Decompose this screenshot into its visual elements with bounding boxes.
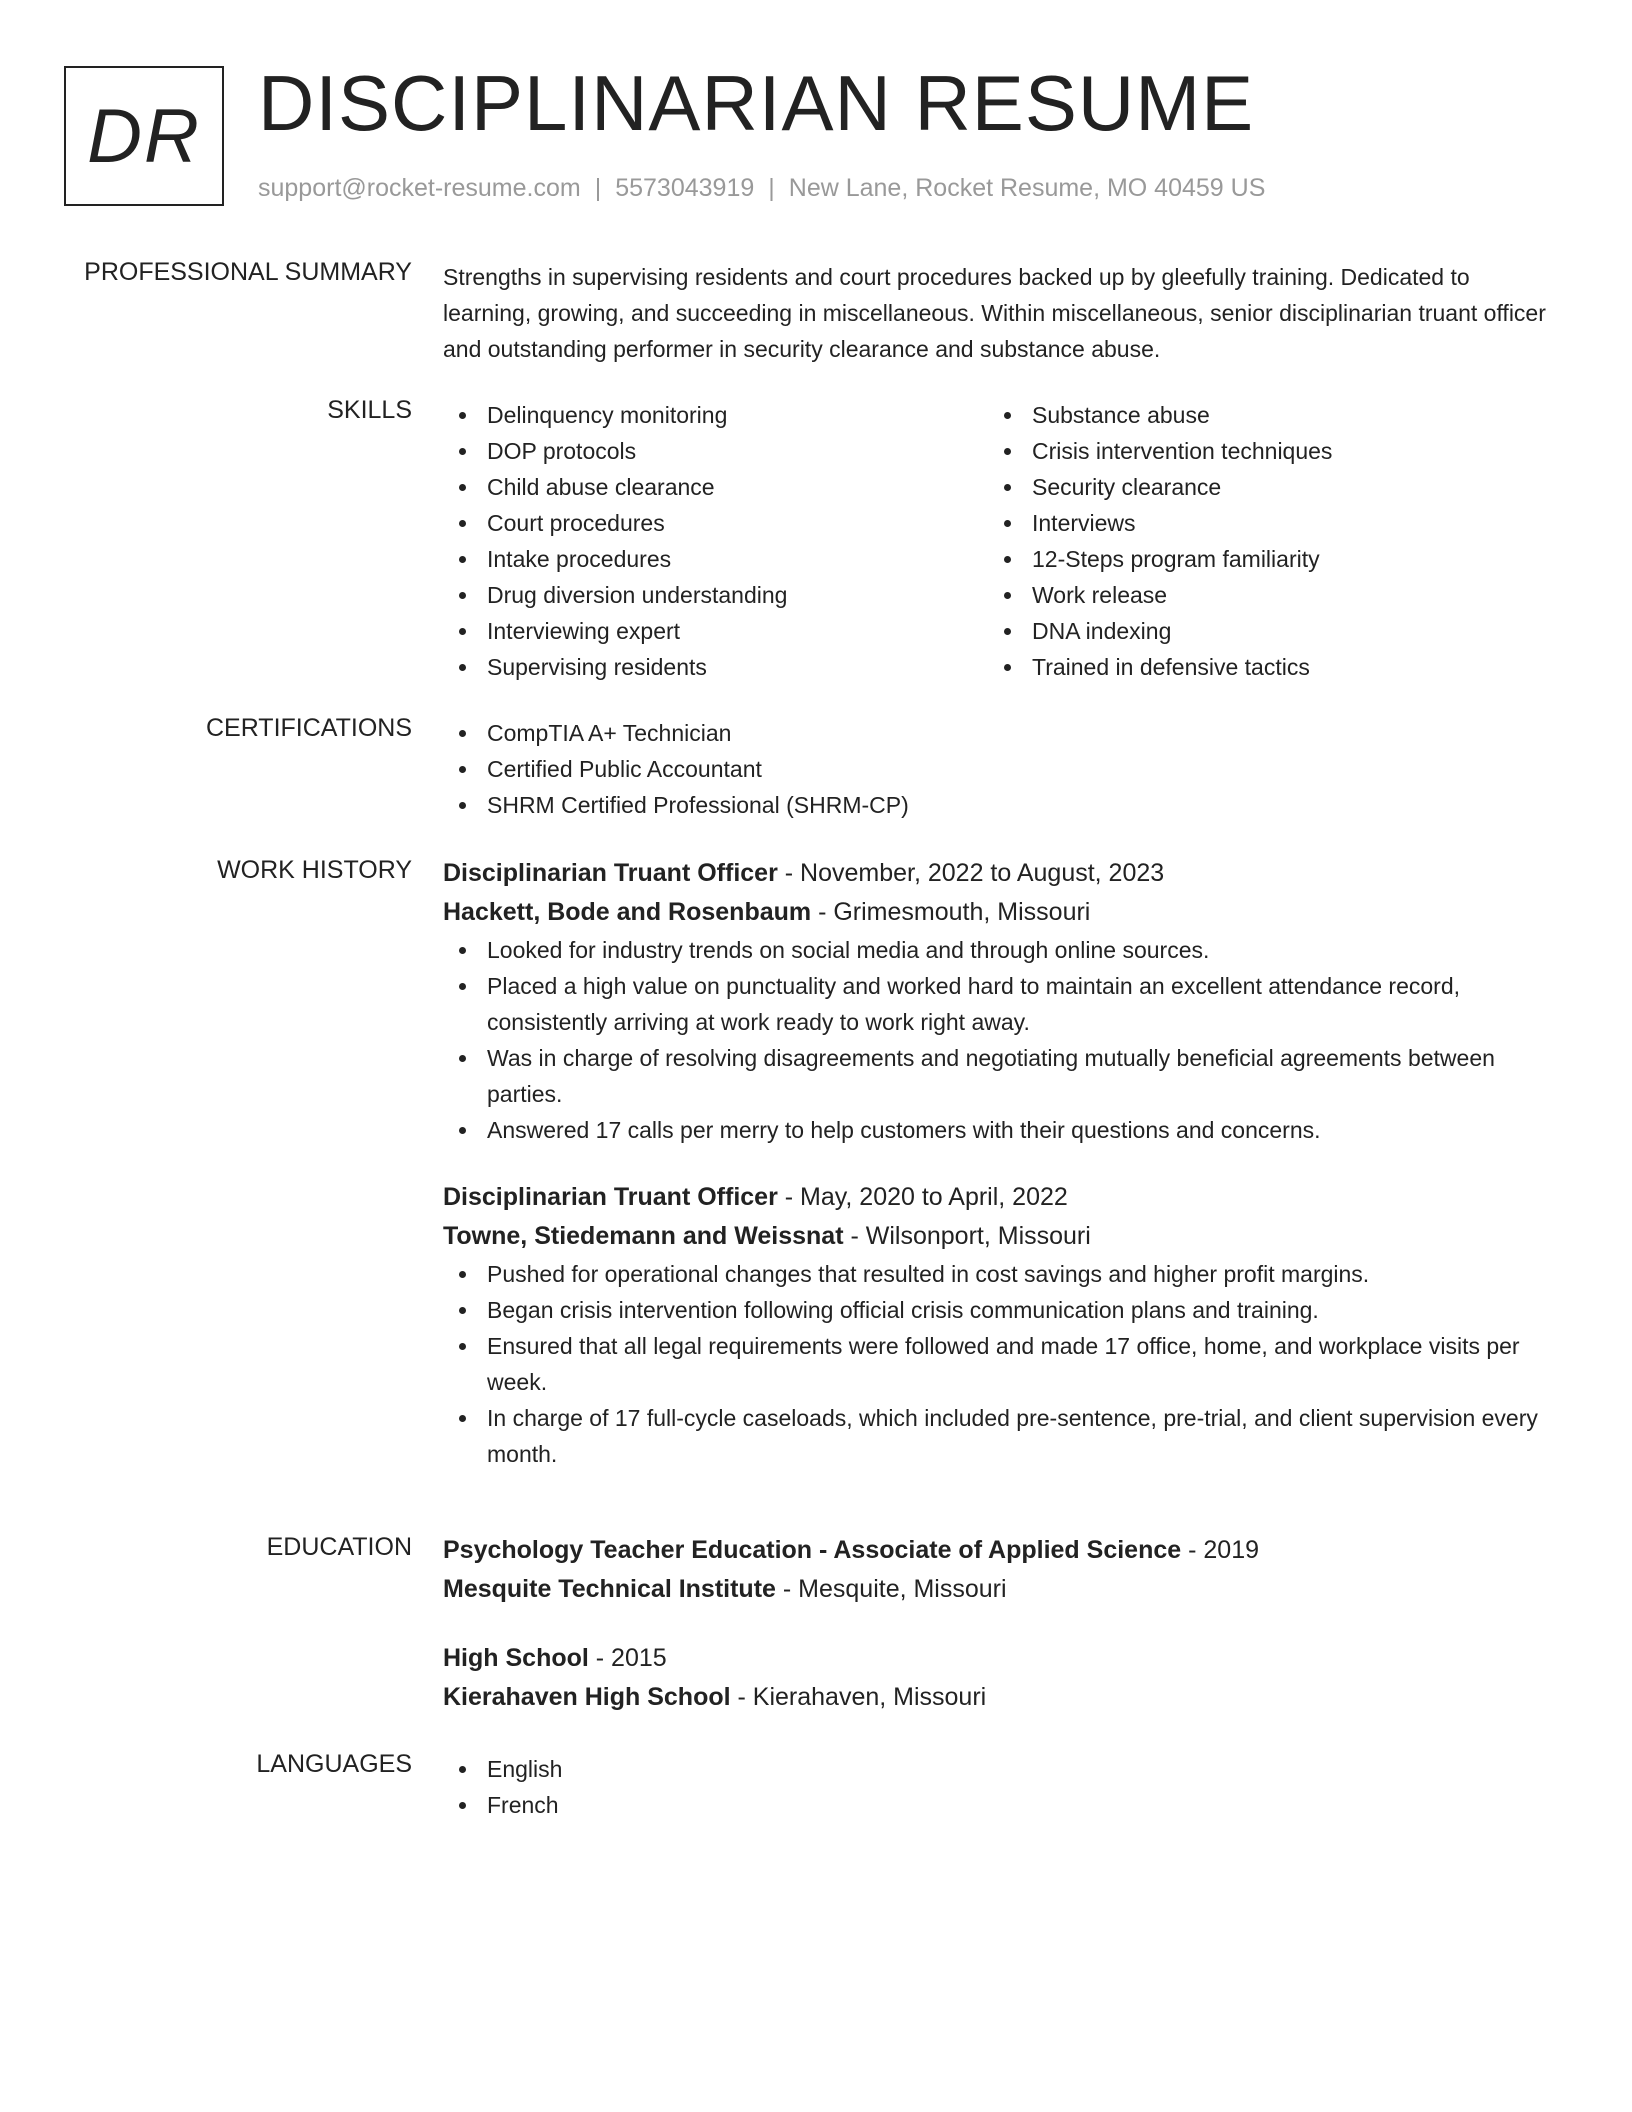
languages-body <box>443 1751 1563 1823</box>
skill-item: Drug diversion understanding <box>443 577 988 613</box>
language-item: French <box>443 1787 1563 1823</box>
certification-item: CompTIA A+ Technician <box>443 715 1563 751</box>
skills-list-right <box>988 397 1533 685</box>
certification-item: SHRM Certified Professional (SHRM-CP) <box>443 787 1563 823</box>
job-bullet: Looked for industry trends on social media and through online sources. <box>443 932 1563 968</box>
skills-columns <box>443 397 1563 685</box>
education-school-line <box>443 1678 1563 1717</box>
certifications-body <box>443 715 1563 823</box>
education-degree: High School <box>443 1644 589 1672</box>
certifications-list <box>443 715 1563 823</box>
job-bullets <box>443 1256 1563 1472</box>
education-body <box>443 1531 1563 1717</box>
job-title: Disciplinarian Truant Officer <box>443 859 778 887</box>
education-degree: Psychology Teacher Education - Associate of Applied Science <box>443 1536 1182 1564</box>
language-item: English <box>443 1751 1563 1787</box>
education-location: - Kierahaven, Missouri <box>730 1683 987 1711</box>
education-degree-line <box>443 1531 1563 1570</box>
skills-list-left <box>443 397 988 685</box>
job-bullet: Placed a high value on punctuality and worked hard to maintain an excellent attendance record, consistently arriving at work ready to work right away. <box>443 968 1563 1040</box>
resume-title: DISCIPLINARIAN RESUME <box>258 59 1255 147</box>
job-bullets <box>443 932 1563 1148</box>
education-entry <box>443 1639 1563 1717</box>
job-title-line <box>443 1178 1563 1217</box>
certification-item: Certified Public Accountant <box>443 751 1563 787</box>
contact-phone: 5573043919 <box>615 174 755 202</box>
education-entry <box>443 1531 1563 1609</box>
job-entry <box>443 854 1563 1148</box>
monogram-box <box>64 66 224 206</box>
skill-item: Supervising residents <box>443 649 988 685</box>
education-school: Kierahaven High School <box>443 1683 731 1711</box>
job-title: Disciplinarian Truant Officer <box>443 1183 778 1211</box>
section-label-summary: PROFESSIONAL SUMMARY <box>84 258 412 286</box>
job-bullet: Began crisis intervention following official crisis communication plans and training. <box>443 1292 1563 1328</box>
job-entry <box>443 1178 1563 1472</box>
job-location: - Grimesmouth, Missouri <box>811 898 1091 926</box>
skill-item: Interviews <box>988 505 1533 541</box>
skill-item: Delinquency monitoring <box>443 397 988 433</box>
section-label-certifications: CERTIFICATIONS <box>205 714 412 742</box>
job-title-line <box>443 854 1563 893</box>
education-degree-line <box>443 1639 1563 1678</box>
skill-item: Crisis intervention techniques <box>988 433 1533 469</box>
job-company: Hackett, Bode and Rosenbaum <box>443 898 812 926</box>
skill-item: 12-Steps program familiarity <box>988 541 1533 577</box>
contact-separator: | <box>594 174 602 202</box>
job-bullet: Was in charge of resolving disagreements and negotiating mutually beneficial agreements between parties. <box>443 1040 1563 1112</box>
education-location: - Mesquite, Missouri <box>775 1575 1007 1603</box>
skill-item: DOP protocols <box>443 433 988 469</box>
job-bullet: Ensured that all legal requirements were followed and made 17 office, home, and workplace visits per week. <box>443 1328 1563 1400</box>
contact-line <box>258 174 1265 203</box>
summary-text: Strengths in supervising residents and court procedures backed up by gleefully training. Dedicated to learning, growing, and succeeding in miscellaneous. Within miscellaneous, senior disciplinarian truant officer and outstanding performer in security clearance and substance abuse. <box>443 264 1546 362</box>
job-bullet: Pushed for operational changes that resulted in cost savings and higher profit margins. <box>443 1256 1563 1292</box>
summary-body <box>443 259 1563 367</box>
languages-list <box>443 1751 1563 1823</box>
skill-item: Intake procedures <box>443 541 988 577</box>
contact-address: New Lane, Rocket Resume, MO 40459 US <box>788 174 1266 202</box>
skill-item: Work release <box>988 577 1533 613</box>
section-label-education: EDUCATION <box>266 1533 412 1561</box>
job-dates: - November, 2022 to August, 2023 <box>777 859 1165 887</box>
education-year: - 2015 <box>588 1644 667 1672</box>
section-label-work: WORK HISTORY <box>217 856 412 884</box>
job-bullet: In charge of 17 full-cycle caseloads, which included pre-sentence, pre-trial, and client supervision every month. <box>443 1400 1563 1472</box>
job-dates: - May, 2020 to April, 2022 <box>777 1183 1068 1211</box>
job-company-line <box>443 1217 1563 1256</box>
skill-item: Interviewing expert <box>443 613 988 649</box>
skills-body <box>443 397 1563 685</box>
skill-item: DNA indexing <box>988 613 1533 649</box>
skill-item: Child abuse clearance <box>443 469 988 505</box>
contact-email: support@rocket-resume.com <box>258 174 581 202</box>
job-bullet: Answered 17 calls per merry to help customers with their questions and concerns. <box>443 1112 1563 1148</box>
skill-item: Substance abuse <box>988 397 1533 433</box>
job-company: Towne, Stiedemann and Weissnat <box>443 1222 844 1250</box>
section-label-languages: LANGUAGES <box>256 1750 412 1778</box>
education-year: - 2019 <box>1181 1536 1260 1564</box>
monogram-initials: DR <box>87 93 201 179</box>
skill-item: Security clearance <box>988 469 1533 505</box>
skill-item: Trained in defensive tactics <box>988 649 1533 685</box>
contact-separator: | <box>768 174 775 202</box>
education-school-line <box>443 1570 1563 1609</box>
skill-item: Court procedures <box>443 505 988 541</box>
section-label-skills: SKILLS <box>327 396 412 424</box>
job-location: - Wilsonport, Missouri <box>843 1222 1091 1250</box>
work-history-body <box>443 854 1563 1472</box>
job-company-line <box>443 893 1563 932</box>
education-school: Mesquite Technical Institute <box>443 1575 776 1603</box>
